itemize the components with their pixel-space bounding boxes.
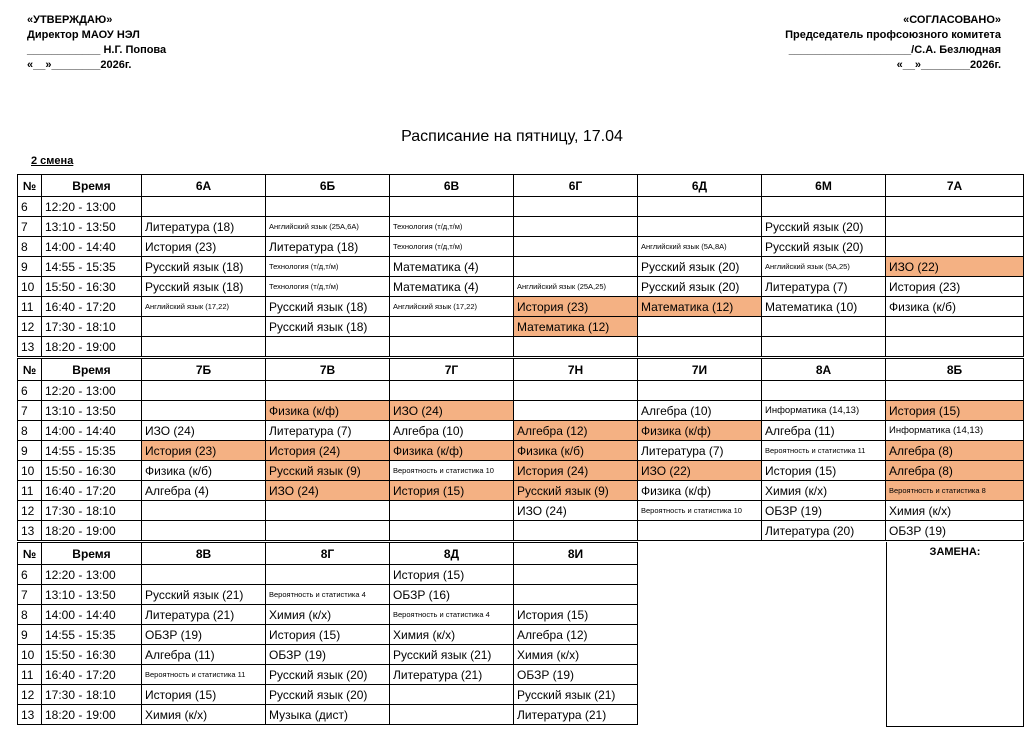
- table-row: [18, 565, 638, 585]
- lesson-cell: Технология (т/д,т/м): [266, 277, 390, 297]
- table-row: [18, 257, 1024, 277]
- agreement-title: «СОГЛАСОВАНО»: [903, 14, 1001, 26]
- lesson-cell: Русский язык (21): [142, 585, 266, 605]
- lesson-number: 12: [18, 317, 42, 337]
- shift-label: 2 смена: [31, 155, 74, 167]
- lesson-cell: [638, 217, 762, 237]
- table-row: [18, 277, 1024, 297]
- lesson-number: 10: [18, 277, 42, 297]
- lesson-cell: Литература (18): [142, 217, 266, 237]
- lesson-cell: [390, 521, 514, 541]
- lesson-time: 14:55 - 15:35: [42, 625, 142, 645]
- lesson-cell: Математика (4): [390, 277, 514, 297]
- lesson-cell: Литература (21): [390, 665, 514, 685]
- col-header-class: 8И: [514, 543, 638, 565]
- lesson-cell: Вероятность и статистика 8: [886, 481, 1024, 501]
- lesson-cell: Русский язык (18): [266, 317, 390, 337]
- lesson-time: 13:10 - 13:50: [42, 585, 142, 605]
- lesson-time: 14:00 - 14:40: [42, 605, 142, 625]
- col-header-number: №: [18, 543, 42, 565]
- lesson-cell: ОБЗР (19): [266, 645, 390, 665]
- lesson-number: 11: [18, 665, 42, 685]
- lesson-cell: Математика (4): [390, 257, 514, 277]
- lesson-cell: [142, 197, 266, 217]
- lesson-cell: Английский язык (17,22): [390, 297, 514, 317]
- col-header-class: 6Д: [638, 175, 762, 197]
- lesson-cell: Химия (к/х): [142, 705, 266, 725]
- lesson-cell: [266, 381, 390, 401]
- agreement-block: [785, 13, 1001, 73]
- table-row: [18, 645, 638, 665]
- col-header-class: 8Д: [390, 543, 514, 565]
- lesson-cell: [638, 197, 762, 217]
- lesson-time: 17:30 - 18:10: [42, 685, 142, 705]
- header-row: [18, 543, 638, 565]
- lesson-cell: [514, 197, 638, 217]
- lesson-cell: ОБЗР (19): [886, 521, 1024, 541]
- lesson-cell: Алгебра (10): [390, 421, 514, 441]
- lesson-cell: Физика (к/ф): [266, 401, 390, 421]
- lesson-cell: [886, 237, 1024, 257]
- col-header-class: 7В: [266, 359, 390, 381]
- lesson-cell: Алгебра (8): [886, 441, 1024, 461]
- lesson-cell: [142, 401, 266, 421]
- lesson-cell: [514, 521, 638, 541]
- lesson-cell: [762, 337, 886, 357]
- lesson-cell: Химия (к/х): [390, 625, 514, 645]
- lesson-cell: [142, 565, 266, 585]
- lesson-cell: ИЗО (24): [514, 501, 638, 521]
- lesson-cell: [142, 337, 266, 357]
- lesson-cell: [266, 197, 390, 217]
- lesson-number: 6: [18, 565, 42, 585]
- lesson-cell: Математика (12): [514, 317, 638, 337]
- lesson-time: 17:30 - 18:10: [42, 501, 142, 521]
- lesson-time: 12:20 - 13:00: [42, 197, 142, 217]
- lesson-cell: Английский язык (25А,6А): [266, 217, 390, 237]
- lesson-cell: История (15): [762, 461, 886, 481]
- table-row: [18, 317, 1024, 337]
- col-header-class: 8А: [762, 359, 886, 381]
- col-header-class: 6Б: [266, 175, 390, 197]
- lesson-cell: [514, 401, 638, 421]
- lesson-cell: История (23): [514, 297, 638, 317]
- col-header-class: 7А: [886, 175, 1024, 197]
- col-header-class: 7И: [638, 359, 762, 381]
- header-row: [18, 359, 1024, 381]
- schedule-table-8v-8i: [17, 542, 638, 725]
- agreement-position: Председатель профсоюзного комитета: [785, 29, 1001, 41]
- lesson-time: 12:20 - 13:00: [42, 565, 142, 585]
- lesson-number: 8: [18, 421, 42, 441]
- lesson-cell: Русский язык (20): [762, 237, 886, 257]
- lesson-number: 11: [18, 297, 42, 317]
- lesson-cell: Алгебра (11): [762, 421, 886, 441]
- lesson-time: 15:50 - 16:30: [42, 461, 142, 481]
- lesson-cell: Физика (к/б): [886, 297, 1024, 317]
- lesson-cell: Физика (к/ф): [390, 441, 514, 461]
- lesson-number: 8: [18, 605, 42, 625]
- schedule-table-7b-8b: [17, 358, 1024, 541]
- lesson-cell: ОБЗР (19): [514, 665, 638, 685]
- lesson-cell: [886, 197, 1024, 217]
- lesson-cell: [638, 521, 762, 541]
- lesson-number: 6: [18, 197, 42, 217]
- lesson-cell: [514, 381, 638, 401]
- lesson-time: 14:00 - 14:40: [42, 421, 142, 441]
- lesson-cell: [886, 317, 1024, 337]
- lesson-cell: Химия (к/х): [266, 605, 390, 625]
- lesson-cell: [266, 501, 390, 521]
- lesson-cell: История (23): [142, 237, 266, 257]
- lesson-cell: [390, 197, 514, 217]
- approval-date: «__»________2026г.: [27, 59, 132, 71]
- lesson-number: 7: [18, 401, 42, 421]
- col-header-class: 6А: [142, 175, 266, 197]
- lesson-cell: Вероятность и статистика 11: [142, 665, 266, 685]
- lesson-time: 16:40 - 17:20: [42, 297, 142, 317]
- lesson-cell: Математика (10): [762, 297, 886, 317]
- lesson-cell: Русский язык (18): [142, 257, 266, 277]
- lesson-cell: Алгебра (4): [142, 481, 266, 501]
- lesson-cell: ОБЗР (19): [762, 501, 886, 521]
- schedule-table-6a-7a: [17, 174, 1024, 357]
- lesson-cell: ОБЗР (19): [142, 625, 266, 645]
- lesson-cell: Физика (к/ф): [638, 481, 762, 501]
- lesson-cell: История (23): [886, 277, 1024, 297]
- lesson-cell: Технология (т/д,т/м): [390, 217, 514, 237]
- lesson-cell: [886, 217, 1024, 237]
- lesson-time: 18:20 - 19:00: [42, 337, 142, 357]
- lesson-cell: [762, 197, 886, 217]
- lesson-cell: [142, 317, 266, 337]
- lesson-cell: [762, 317, 886, 337]
- approval-signature: ____________ Н.Г. Попова: [27, 44, 167, 56]
- lesson-time: 12:20 - 13:00: [42, 381, 142, 401]
- table-row: [18, 665, 638, 685]
- lesson-cell: [142, 501, 266, 521]
- lesson-number: 10: [18, 645, 42, 665]
- lesson-cell: История (23): [142, 441, 266, 461]
- lesson-cell: Литература (21): [514, 705, 638, 725]
- col-header-class: 7Б: [142, 359, 266, 381]
- lesson-cell: [886, 381, 1024, 401]
- page-title: Расписание на пятницу, 17.04: [401, 128, 623, 145]
- lesson-cell: Алгебра (8): [886, 461, 1024, 481]
- substitution-label: ЗАМЕНА:: [929, 546, 981, 558]
- lesson-cell: Русский язык (21): [390, 645, 514, 665]
- lesson-cell: Русский язык (18): [266, 297, 390, 317]
- lesson-cell: История (24): [514, 461, 638, 481]
- lesson-time: 15:50 - 16:30: [42, 645, 142, 665]
- lesson-cell: Физика (к/ф): [638, 421, 762, 441]
- lesson-time: 13:10 - 13:50: [42, 401, 142, 421]
- lesson-number: 7: [18, 217, 42, 237]
- lesson-cell: Вероятность и статистика 4: [266, 585, 390, 605]
- table-row: [18, 481, 1024, 501]
- lesson-cell: История (15): [266, 625, 390, 645]
- lesson-cell: Русский язык (20): [266, 685, 390, 705]
- lesson-cell: Музыка (дист): [266, 705, 390, 725]
- col-header-number: №: [18, 359, 42, 381]
- table-row: [18, 521, 1024, 541]
- lesson-cell: ИЗО (24): [266, 481, 390, 501]
- lesson-number: 9: [18, 257, 42, 277]
- lesson-cell: [514, 217, 638, 237]
- lesson-cell: Литература (21): [142, 605, 266, 625]
- lesson-number: 13: [18, 705, 42, 725]
- lesson-cell: [886, 337, 1024, 357]
- lesson-cell: Русский язык (18): [142, 277, 266, 297]
- lesson-number: 13: [18, 337, 42, 357]
- lesson-cell: ИЗО (24): [390, 401, 514, 421]
- header-row: [18, 175, 1024, 197]
- lesson-number: 10: [18, 461, 42, 481]
- lesson-number: 12: [18, 501, 42, 521]
- lesson-cell: Химия (к/х): [514, 645, 638, 665]
- col-header-class: 6Г: [514, 175, 638, 197]
- lesson-cell: Русский язык (20): [762, 217, 886, 237]
- lesson-time: 14:55 - 15:35: [42, 441, 142, 461]
- lesson-cell: Литература (20): [762, 521, 886, 541]
- lesson-number: 11: [18, 481, 42, 501]
- agreement-date: «__»________2026г.: [896, 59, 1001, 71]
- lesson-cell: Русский язык (9): [514, 481, 638, 501]
- lesson-cell: Вероятность и статистика 11: [762, 441, 886, 461]
- lesson-number: 13: [18, 521, 42, 541]
- table-row: [18, 705, 638, 725]
- lesson-cell: [390, 501, 514, 521]
- lesson-cell: Литература (7): [638, 441, 762, 461]
- col-header-class: 7Н: [514, 359, 638, 381]
- lesson-time: 17:30 - 18:10: [42, 317, 142, 337]
- lesson-cell: История (15): [390, 565, 514, 585]
- table-row: [18, 605, 638, 625]
- lesson-cell: Алгебра (10): [638, 401, 762, 421]
- table-row: [18, 381, 1024, 401]
- table-row: [18, 297, 1024, 317]
- col-header-number: №: [18, 175, 42, 197]
- lesson-cell: [638, 317, 762, 337]
- lesson-cell: [142, 521, 266, 541]
- lesson-cell: [514, 237, 638, 257]
- lesson-cell: Русский язык (20): [638, 277, 762, 297]
- table-row: [18, 197, 1024, 217]
- lesson-cell: Английский язык (25А,25): [514, 277, 638, 297]
- lesson-cell: Технология (т/д,т/м): [266, 257, 390, 277]
- lesson-time: 15:50 - 16:30: [42, 277, 142, 297]
- table-row: [18, 401, 1024, 421]
- table-row: [18, 441, 1024, 461]
- lesson-cell: [514, 257, 638, 277]
- lesson-time: 14:00 - 14:40: [42, 237, 142, 257]
- table-row: [18, 217, 1024, 237]
- lesson-cell: Английский язык (5А,25): [762, 257, 886, 277]
- col-header-class: 8Б: [886, 359, 1024, 381]
- table-row: [18, 625, 638, 645]
- lesson-cell: [390, 317, 514, 337]
- lesson-cell: История (24): [266, 441, 390, 461]
- col-header-class: 6М: [762, 175, 886, 197]
- lesson-cell: [762, 381, 886, 401]
- lesson-cell: Алгебра (12): [514, 421, 638, 441]
- lesson-cell: [266, 565, 390, 585]
- lesson-cell: Технология (т/д,т/м): [390, 237, 514, 257]
- col-header-time: Время: [42, 175, 142, 197]
- lesson-cell: [514, 585, 638, 605]
- lesson-time: 18:20 - 19:00: [42, 705, 142, 725]
- lesson-number: 8: [18, 237, 42, 257]
- table-row: [18, 461, 1024, 481]
- lesson-cell: Физика (к/б): [514, 441, 638, 461]
- lesson-cell: Информатика (14,13): [762, 401, 886, 421]
- lesson-cell: Русский язык (20): [266, 665, 390, 685]
- lesson-cell: Химия (к/х): [886, 501, 1024, 521]
- lesson-cell: Вероятность и статистика 10: [390, 461, 514, 481]
- lesson-cell: ИЗО (22): [886, 257, 1024, 277]
- lesson-cell: [390, 337, 514, 357]
- lesson-number: 7: [18, 585, 42, 605]
- lesson-cell: Русский язык (21): [514, 685, 638, 705]
- lesson-cell: Русский язык (9): [266, 461, 390, 481]
- col-header-class: 8Г: [266, 543, 390, 565]
- lesson-cell: ИЗО (22): [638, 461, 762, 481]
- lesson-cell: Литература (7): [762, 277, 886, 297]
- approval-title: «УТВЕРЖДАЮ»: [27, 14, 113, 26]
- lesson-time: 13:10 - 13:50: [42, 217, 142, 237]
- lesson-cell: [514, 337, 638, 357]
- agreement-signature: ____________________/С.А. Безлюдная: [788, 44, 1001, 56]
- lesson-cell: [638, 381, 762, 401]
- lesson-cell: Физика (к/б): [142, 461, 266, 481]
- lesson-cell: Английский язык (5А,8А): [638, 237, 762, 257]
- col-header-class: 6В: [390, 175, 514, 197]
- lesson-cell: Алгебра (11): [142, 645, 266, 665]
- lesson-cell: [390, 685, 514, 705]
- lesson-cell: Алгебра (12): [514, 625, 638, 645]
- lesson-cell: Литература (18): [266, 237, 390, 257]
- lesson-cell: Литература (7): [266, 421, 390, 441]
- lesson-cell: История (15): [886, 401, 1024, 421]
- lesson-cell: Русский язык (20): [638, 257, 762, 277]
- lesson-cell: Математика (12): [638, 297, 762, 317]
- lesson-time: 14:55 - 15:35: [42, 257, 142, 277]
- col-header-time: Время: [42, 543, 142, 565]
- substitution-box: [886, 542, 1024, 727]
- lesson-number: 9: [18, 441, 42, 461]
- lesson-cell: Вероятность и статистика 10: [638, 501, 762, 521]
- lesson-cell: История (15): [390, 481, 514, 501]
- lesson-cell: [390, 381, 514, 401]
- lesson-cell: Английский язык (17,22): [142, 297, 266, 317]
- table-row: [18, 585, 638, 605]
- lesson-cell: [390, 705, 514, 725]
- lesson-time: 16:40 - 17:20: [42, 481, 142, 501]
- approval-block: [27, 13, 166, 73]
- lesson-time: 16:40 - 17:20: [42, 665, 142, 685]
- lesson-number: 12: [18, 685, 42, 705]
- lesson-cell: [142, 381, 266, 401]
- lesson-cell: [266, 337, 390, 357]
- table-row: [18, 337, 1024, 357]
- lesson-number: 9: [18, 625, 42, 645]
- lesson-cell: Химия (к/х): [762, 481, 886, 501]
- col-header-class: 7Г: [390, 359, 514, 381]
- lesson-time: 18:20 - 19:00: [42, 521, 142, 541]
- lesson-cell: Информатика (14,13): [886, 421, 1024, 441]
- lesson-cell: [266, 521, 390, 541]
- approval-position: Директор МАОУ НЭЛ: [27, 29, 140, 41]
- lesson-cell: [514, 565, 638, 585]
- lesson-cell: История (15): [142, 685, 266, 705]
- table-row: [18, 685, 638, 705]
- table-row: [18, 421, 1024, 441]
- lesson-number: 6: [18, 381, 42, 401]
- col-header-time: Время: [42, 359, 142, 381]
- table-row: [18, 237, 1024, 257]
- table-row: [18, 501, 1024, 521]
- lesson-cell: Вероятность и статистика 4: [390, 605, 514, 625]
- lesson-cell: [638, 337, 762, 357]
- lesson-cell: ОБЗР (16): [390, 585, 514, 605]
- lesson-cell: ИЗО (24): [142, 421, 266, 441]
- col-header-class: 8В: [142, 543, 266, 565]
- lesson-cell: История (15): [514, 605, 638, 625]
